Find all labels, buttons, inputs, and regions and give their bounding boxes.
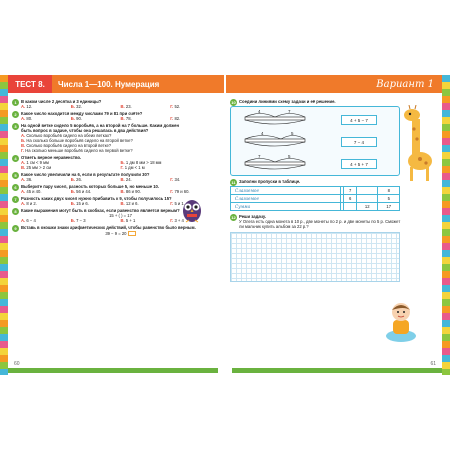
- question-text: Вставь в окошки знаки арифметических действий, чтобы равенство было верным.: [21, 225, 196, 230]
- variant-label: Вариант 1: [376, 78, 434, 90]
- question-text: Реши задачу.: [239, 214, 267, 219]
- table-cell[interactable]: [357, 195, 378, 203]
- answer-option[interactable]: А. Сколько воробьёв сидело на обеих ветках?: [21, 133, 112, 138]
- page-number-left: 60: [14, 361, 20, 367]
- answer-option[interactable]: А. 36.: [21, 177, 33, 182]
- owl-illustration: [180, 195, 204, 223]
- answer-option[interactable]: В. 23.: [120, 104, 132, 109]
- test-label: ТЕСТ 8.: [8, 75, 52, 93]
- table-cell[interactable]: 8: [378, 187, 400, 195]
- equation-box[interactable]: 4 + 5 − 7: [341, 115, 377, 125]
- answer-option[interactable]: В. 86 и 90.: [120, 189, 142, 194]
- answer-option[interactable]: Б. 56 и 44.: [70, 189, 92, 194]
- scheme-label: 4: [261, 131, 264, 136]
- answer-option[interactable]: Б. 7 − 3: [70, 218, 86, 223]
- question-2: [12, 111, 220, 121]
- boy-illustration: [384, 300, 418, 342]
- question-1: [12, 99, 220, 109]
- question-number: 9: [12, 225, 19, 232]
- question-text: Отметь верное неравенство.: [21, 155, 82, 160]
- table-row: [231, 195, 400, 203]
- table-cell[interactable]: [344, 203, 357, 211]
- table-row: [231, 187, 400, 195]
- problem-text: У Олега есть одна монета в 10 р., две монеты по 2 р. и две монеты по 5 р. Сможет ли мальчик купить альбом за 22 р.?: [239, 219, 401, 229]
- scheme-label: 7: [288, 109, 291, 114]
- answer-option[interactable]: Г. 82.: [170, 116, 181, 121]
- question-9: [12, 225, 220, 236]
- question-text: Выберите пару чисел, разность которых больше 5, но меньше 10.: [21, 184, 160, 189]
- question-number: 6: [12, 184, 19, 191]
- scheme-label: 4: [258, 109, 261, 114]
- scheme-label: 7: [258, 154, 261, 159]
- question-4: [12, 155, 220, 170]
- row-label: Сумма: [231, 203, 341, 211]
- question-12: [230, 214, 438, 229]
- answer-option[interactable]: Г. На сколько меньше воробьёв сидело на первой ветке?: [21, 148, 133, 153]
- table-cell[interactable]: [357, 187, 378, 195]
- footer-bar-left: [8, 368, 218, 373]
- question-text: Какое число находится между числами 79 и 81 при счёте?: [21, 111, 143, 116]
- question-text: В каком числе 2 десятка и 3 единицы?: [21, 99, 102, 104]
- question-number: 12: [231, 215, 236, 220]
- question-text: Разность каких двух чисел нужно прибавить к 9, чтобы получилось 15?: [21, 196, 172, 201]
- question-3: [12, 123, 220, 153]
- answer-option[interactable]: Б. 1 дм 8 мм > 18 мм: [120, 160, 162, 165]
- answer-option[interactable]: Б. 90.: [70, 116, 82, 121]
- answer-option[interactable]: Б. На сколько больше воробьёв сидело на второй ветке?: [21, 138, 133, 143]
- scheme-area: [230, 106, 400, 176]
- row-label: Слагаемое: [231, 187, 341, 195]
- answer-option[interactable]: Б. 32.: [70, 104, 82, 109]
- table-row: [231, 203, 400, 211]
- question-number: 10: [231, 100, 236, 105]
- question-number: 5: [12, 172, 19, 179]
- question-number: 2: [12, 111, 19, 118]
- answer-option[interactable]: А. 45 и 40.: [21, 189, 42, 194]
- table-cell[interactable]: 17: [378, 203, 400, 211]
- giraffe-illustration: [398, 105, 440, 183]
- answer-option[interactable]: Г. 3 + 4: [170, 218, 184, 223]
- answer-option[interactable]: Г. 79 и 60.: [170, 189, 190, 194]
- footer-bar-right: [232, 368, 442, 373]
- answer-option[interactable]: Г. 52.: [170, 104, 181, 109]
- blank-box[interactable]: [128, 231, 136, 236]
- answer-option[interactable]: В. 25 мм > 2 см: [21, 165, 52, 170]
- answer-option[interactable]: В. 24.: [120, 177, 132, 182]
- decorative-stripes-right: [442, 75, 450, 375]
- table-cell[interactable]: 12: [357, 203, 378, 211]
- answer-option[interactable]: А. 80.: [21, 116, 33, 121]
- question-text: Какие выражения могут быть в скобках, если равенство является верным?: [21, 208, 180, 213]
- equation: 15 + ( ) = 17: [109, 213, 132, 218]
- table-cell[interactable]: 7: [344, 187, 357, 195]
- answer-option[interactable]: В. 12 и 6.: [120, 201, 139, 206]
- answer-option[interactable]: В. Сколько воробьёв сидело на второй ветке?: [21, 143, 112, 148]
- scheme-diagrams[interactable]: [235, 108, 335, 176]
- workbook-spread: [0, 75, 450, 375]
- answer-option[interactable]: А. 6 − 4: [21, 218, 36, 223]
- question-number: 11: [231, 180, 236, 185]
- question-number: 7: [12, 196, 19, 203]
- answer-option[interactable]: Б. 26.: [70, 177, 82, 182]
- answer-option[interactable]: Г. 34.: [170, 177, 181, 182]
- answer-option[interactable]: Б. 15 и 6.: [70, 201, 89, 206]
- question-text: Соедини линиями схему задачи и её решение.: [239, 99, 336, 104]
- question-number: 4: [12, 155, 19, 162]
- answer-option[interactable]: В. 5 + 1: [120, 218, 136, 223]
- equation-box[interactable]: 4 + 5 + 7: [341, 159, 377, 169]
- answer-option[interactable]: А. 1 см < 9 мм: [21, 160, 49, 165]
- question-number: 3: [12, 123, 19, 130]
- scheme-label: 5: [288, 154, 291, 159]
- page-number-right: 61: [430, 361, 436, 367]
- decorative-stripes-left: [0, 75, 8, 375]
- row-label: Слагаемое: [231, 195, 341, 203]
- question-text: Какое число увеличили на 6, если в результате получили 30?: [21, 172, 150, 177]
- equation-box[interactable]: 7 − 4: [341, 137, 377, 147]
- table-cell[interactable]: 5: [378, 195, 400, 203]
- answer-option[interactable]: В. 78.: [120, 116, 132, 121]
- table-cell[interactable]: 6: [344, 195, 357, 203]
- variant-header: [226, 75, 442, 93]
- scheme-label: 5: [291, 131, 294, 136]
- equation-with-blanks[interactable]: 39 − 9 = 20: [21, 231, 220, 236]
- question-5: [12, 172, 220, 182]
- question-text: На одной ветке сидело 5 воробьёв, а на второй на 7 больше. Каким должен быть вопрос в задаче, чтобы она решалась в два действия?: [21, 123, 180, 133]
- answer-grid[interactable]: [230, 232, 400, 282]
- answer-option[interactable]: А. 8 и 2.: [21, 201, 37, 206]
- answer-option[interactable]: А. 12.: [21, 104, 33, 109]
- question-number: 1: [12, 99, 19, 106]
- question-text: Заполни пропуски в таблице.: [239, 179, 301, 184]
- page-title: Числа 1—100. Нумерация: [52, 75, 224, 93]
- question-10: [230, 99, 438, 104]
- fill-in-table: [230, 186, 400, 211]
- answer-option[interactable]: Г. 1 дм < 1 м: [120, 165, 145, 170]
- question-number: 8: [12, 208, 19, 215]
- question-6: [12, 184, 220, 194]
- answer-option[interactable]: Г. 5 и 1.: [170, 201, 185, 206]
